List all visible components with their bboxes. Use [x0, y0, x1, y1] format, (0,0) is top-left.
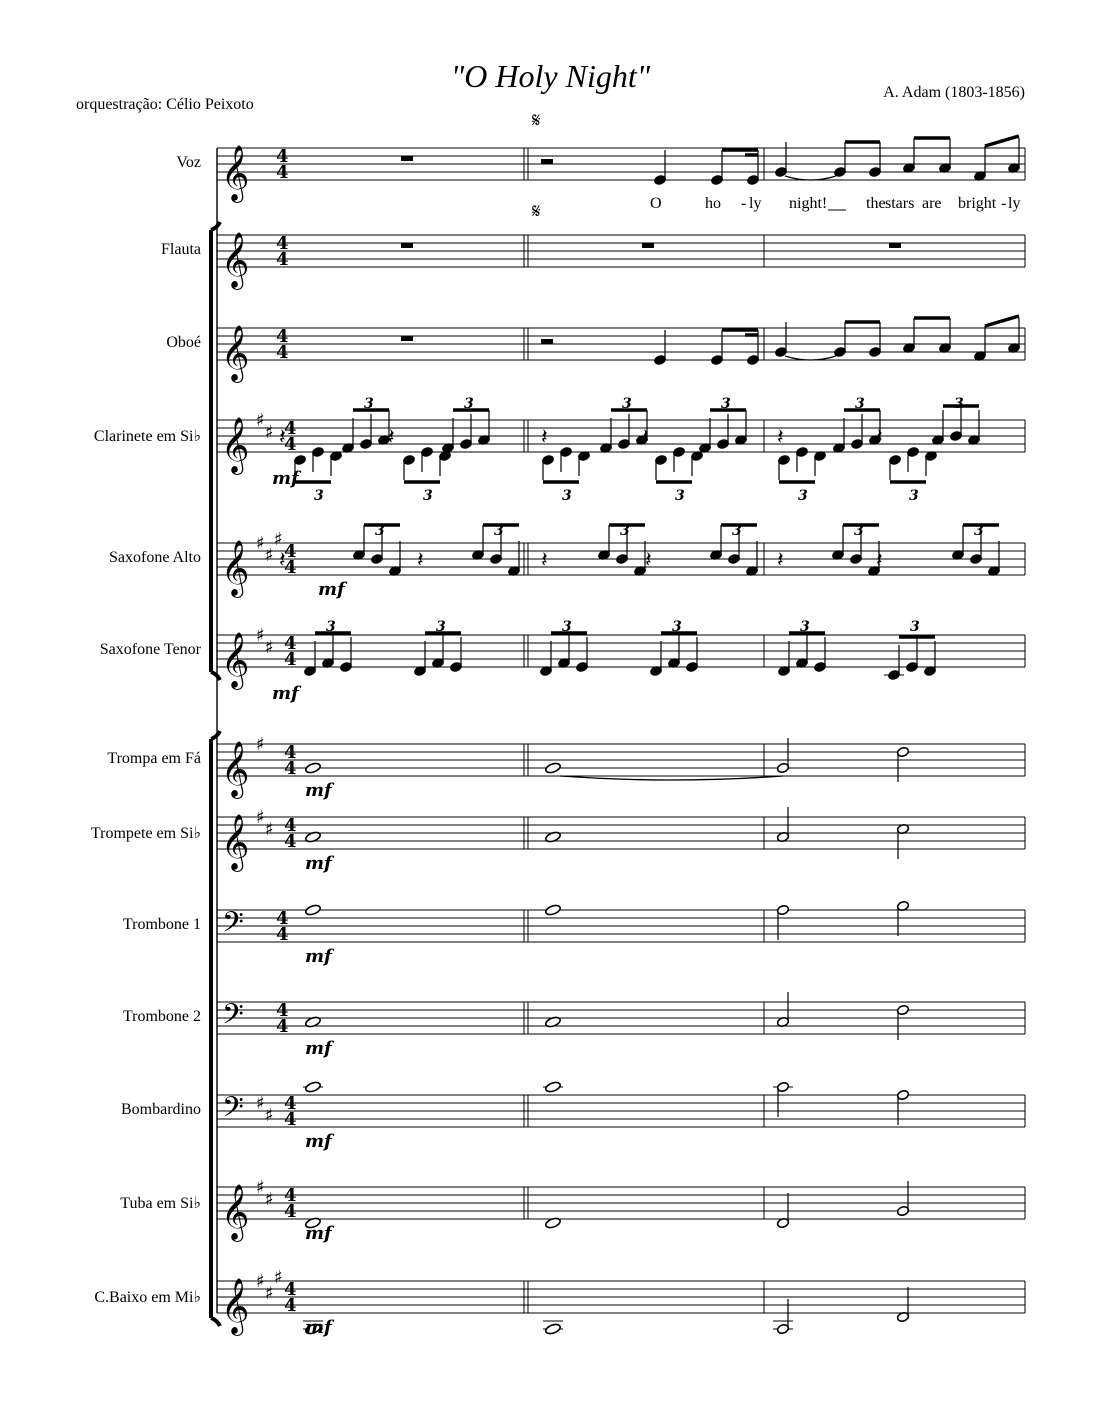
time-signature-denominator: 4: [284, 758, 297, 779]
sharp-icon: ♯: [274, 1267, 283, 1288]
tuplet-number: 3: [364, 396, 374, 412]
time-signature-denominator: 4: [276, 249, 289, 270]
instrument-label: Flauta: [161, 241, 201, 258]
dynamic-marking: mf: [305, 1223, 332, 1244]
tuplet-number: 3: [909, 488, 919, 504]
instrument-label: Bombardino: [121, 1101, 201, 1118]
time-signature-numerator: 4: [276, 326, 289, 347]
segno-icon: 𝄋: [532, 108, 541, 132]
lyric-syllable: stars: [885, 195, 915, 212]
treble-clef-icon: 𝄞: [221, 417, 250, 473]
tuplet-number: 3: [562, 619, 572, 635]
dynamic-marking: mf: [305, 1038, 332, 1059]
tuplet-number: 3: [620, 523, 630, 539]
time-signature-numerator: 4: [284, 541, 297, 562]
tuplet-number: 3: [423, 488, 433, 504]
dynamic-marking: mf: [305, 1317, 332, 1338]
sharp-icon: ♯: [256, 734, 265, 755]
brass-bracket: [211, 731, 220, 1326]
sharp-icon: ♯: [256, 410, 265, 431]
beam: [985, 136, 1019, 146]
quarter-rest: 𝄽: [777, 548, 784, 573]
time-signature-numerator: 4: [284, 418, 297, 439]
time-signature-numerator: 4: [284, 1185, 297, 1206]
instrument-label: Voz: [176, 154, 201, 171]
tuplet-number: 3: [854, 523, 864, 539]
instrument-label: Trompete em Si♭: [90, 825, 201, 842]
instrument-label: Trombone 1: [122, 916, 201, 933]
instrument-label: Clarinete em Si♭: [93, 428, 201, 445]
open-note-head: [545, 762, 562, 775]
tie: [560, 776, 783, 780]
dynamic-marking: mf: [272, 468, 299, 489]
sharp-icon: ♯: [274, 529, 283, 550]
instrument-label: Saxofone Alto: [109, 549, 201, 566]
whole-rest: [401, 336, 413, 341]
treble-clef-icon: 𝄞: [221, 1278, 250, 1334]
treble-clef-icon: 𝄞: [221, 741, 250, 797]
whole-rest: [401, 243, 413, 248]
tuplet-number: 3: [800, 619, 810, 635]
time-signature-denominator: 4: [284, 1201, 297, 1222]
open-note-head: [305, 1081, 322, 1094]
tuplet-number: 3: [721, 396, 731, 412]
composer-credit: A. Adam (1803-1856): [883, 84, 1025, 101]
quarter-rest: 𝄽: [541, 425, 548, 450]
half-rest: [541, 159, 553, 164]
time-signature-denominator: 4: [276, 1016, 289, 1037]
lyric-syllable: are: [922, 195, 942, 212]
time-signature-denominator: 4: [284, 649, 297, 670]
time-signature-denominator: 4: [284, 557, 297, 578]
sharp-icon: ♯: [256, 1177, 265, 1198]
tuplet-number: 3: [910, 619, 920, 635]
sharp-icon: ♯: [256, 807, 265, 828]
score-title: "O Holy Night": [450, 58, 651, 94]
open-note-head: [305, 762, 322, 775]
sharp-icon: ♯: [265, 422, 274, 443]
instrument-label: Trompa em Fá: [107, 750, 201, 767]
tuplet-number: 3: [855, 396, 865, 412]
time-signature-numerator: 4: [276, 1000, 289, 1021]
sharp-icon: ♯: [265, 819, 274, 840]
quarter-rest: 𝄽: [876, 425, 883, 450]
staff-3: [217, 328, 1025, 360]
time-signature-numerator: 4: [284, 815, 297, 836]
instrument-label: Tuba em Si♭: [120, 1195, 201, 1212]
treble-clef-icon: 𝄞: [221, 145, 250, 201]
quarter-rest: 𝄽: [388, 425, 395, 450]
treble-clef-icon: 𝄞: [221, 814, 250, 870]
instrument-label: Trombone 2: [122, 1008, 201, 1025]
sharp-icon: ♯: [265, 545, 274, 566]
staff-6: [217, 635, 1025, 667]
woodwind-bracket: [211, 222, 220, 680]
dynamic-marking: mf: [305, 780, 332, 801]
quarter-rest: 𝄽: [777, 425, 784, 450]
whole-rest: [889, 243, 901, 248]
time-signature-denominator: 4: [276, 162, 289, 183]
tuplet-number: 3: [954, 396, 964, 412]
tuplet-number: 3: [562, 488, 572, 504]
sharp-icon: ♯: [256, 1093, 265, 1114]
time-signature-denominator: 4: [284, 434, 297, 455]
tuplet-number: 3: [675, 488, 685, 504]
tie: [785, 176, 836, 180]
open-note-head: [305, 904, 322, 917]
lyric-syllable: -: [1001, 195, 1007, 212]
open-note-head: [545, 904, 562, 917]
tuplet-number: 3: [732, 523, 742, 539]
quarter-rest: 𝄽: [645, 548, 652, 573]
sharp-icon: ♯: [256, 625, 265, 646]
tuplet-number: 3: [798, 488, 808, 504]
quarter-rest: 𝄽: [876, 548, 883, 573]
staff-1: [217, 148, 1025, 180]
half-rest: [541, 339, 553, 344]
treble-clef-icon: 𝄞: [221, 632, 250, 688]
sharp-icon: ♯: [265, 637, 274, 658]
lyric-syllable: ly: [749, 195, 762, 212]
sharp-icon: ♯: [265, 1283, 274, 1304]
time-signature-numerator: 4: [276, 233, 289, 254]
time-signature-numerator: 4: [276, 146, 289, 167]
sharp-icon: ♯: [256, 1271, 265, 1292]
tuplet-number: 3: [974, 523, 984, 539]
bass-clef-icon: 𝄢: [222, 1091, 244, 1131]
time-signature-numerator: 4: [284, 742, 297, 763]
time-signature-denominator: 4: [284, 831, 297, 852]
open-note-head: [545, 1081, 562, 1094]
quarter-rest: 𝄽: [279, 425, 286, 450]
time-signature-numerator: 4: [284, 633, 297, 654]
bass-clef-icon: 𝄢: [222, 906, 244, 946]
lyric-syllable: night!: [789, 195, 828, 212]
quarter-rest: 𝄽: [417, 548, 424, 573]
tuplet-number: 3: [436, 619, 446, 635]
time-signature-denominator: 4: [284, 1109, 297, 1130]
time-signature-numerator: 4: [284, 1279, 297, 1300]
sharp-icon: ♯: [265, 1189, 274, 1210]
bass-clef-icon: 𝄢: [222, 998, 244, 1038]
segno-icon: 𝄋: [532, 199, 541, 223]
time-signature-denominator: 4: [276, 342, 289, 363]
whole-rest: [401, 156, 413, 161]
treble-clef-icon: 𝄞: [221, 540, 250, 596]
dynamic-marking: mf: [305, 946, 332, 967]
instrument-label: Saxofone Tenor: [99, 641, 201, 658]
time-signature-numerator: 4: [284, 1093, 297, 1114]
sharp-icon: ♯: [265, 1105, 274, 1126]
lyric-syllable: the: [866, 195, 886, 212]
quarter-rest: 𝄽: [642, 425, 649, 450]
quarter-rest: 𝄽: [541, 548, 548, 573]
staff-9: [217, 910, 1025, 942]
time-signature-denominator: 4: [276, 924, 289, 945]
dynamic-marking: mf: [318, 579, 345, 600]
treble-clef-icon: 𝄞: [221, 325, 250, 381]
tuplet-number: 3: [326, 619, 336, 635]
arranger-credit: orquestração: Célio Peixoto: [76, 96, 254, 113]
tuplet-number: 3: [672, 619, 682, 635]
tuplet-number: 3: [314, 488, 324, 504]
treble-clef-icon: 𝄞: [221, 232, 250, 288]
tie: [785, 356, 836, 360]
beam: [985, 316, 1019, 326]
lyric-syllable: ly: [1008, 195, 1021, 212]
staff-13: [217, 1281, 1025, 1313]
tuplet-number: 3: [494, 523, 504, 539]
tuplet-number: 3: [464, 396, 474, 412]
whole-rest: [642, 243, 654, 248]
open-note-head: [545, 1323, 562, 1336]
lyric-syllable: -: [741, 195, 747, 212]
instrument-label: C.Baixo em Mi♭: [94, 1289, 201, 1306]
tuplet-number: 3: [375, 523, 385, 539]
quarter-rest: 𝄽: [279, 548, 286, 573]
lyric-syllable: ho: [705, 195, 721, 212]
tuplet-number: 3: [622, 396, 632, 412]
dynamic-marking: mf: [272, 683, 299, 704]
lyric-syllable: bright: [958, 195, 997, 212]
lyric-syllable: O: [650, 195, 662, 212]
treble-clef-icon: 𝄞: [221, 1184, 250, 1240]
dynamic-marking: mf: [305, 1131, 332, 1152]
time-signature-numerator: 4: [276, 908, 289, 929]
sharp-icon: ♯: [256, 533, 265, 554]
instrument-label: Oboé: [166, 334, 201, 351]
staff-2: [217, 235, 1025, 267]
time-signature-denominator: 4: [284, 1295, 297, 1316]
staff-11: [217, 1095, 1025, 1127]
dynamic-marking: mf: [305, 853, 332, 874]
